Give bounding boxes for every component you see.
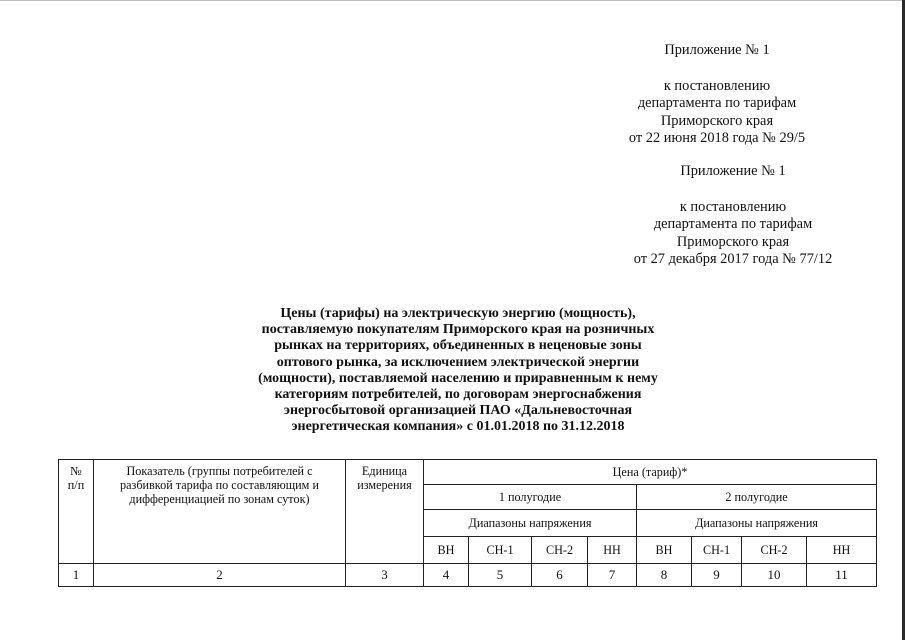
header-number bbox=[59, 460, 94, 564]
column-number-cell: 10 bbox=[742, 564, 807, 587]
voltage-level-cell: ВН bbox=[424, 537, 469, 564]
column-number-cell: 5 bbox=[469, 564, 532, 587]
appendix-line: к постановлению bbox=[663, 77, 771, 94]
column-number-cell: 2 bbox=[94, 564, 346, 587]
appendix-date-line: от 22 июня 2018 года № 29/5 bbox=[628, 130, 806, 147]
column-number-cell: 6 bbox=[532, 564, 588, 587]
header-price bbox=[424, 460, 877, 485]
document-title-line: рынках на территориях, объединенных в неценовые зоны bbox=[274, 338, 642, 354]
header-half-1-label: 1 полугодие bbox=[498, 490, 562, 504]
document-title-line: Цены (тарифы) на электрическую энергию (мощность), bbox=[280, 306, 636, 321]
voltage-level-cell: СН-1 bbox=[469, 537, 532, 564]
voltage-level-cell: ВН bbox=[637, 537, 692, 564]
document-title-line: энергосбытовой организацией ПАО «Дальневосточная bbox=[283, 403, 633, 419]
column-number-cell: 8 bbox=[637, 564, 692, 587]
appendix-title: Приложение № 1 bbox=[664, 42, 770, 58]
appendix-line: департамента по тарифам bbox=[653, 216, 813, 233]
appendix-block-original bbox=[603, 163, 863, 269]
appendix-block-current bbox=[587, 42, 847, 148]
voltage-level-cell: СН-2 bbox=[532, 537, 588, 564]
header-unit-label: Единица измерения bbox=[357, 464, 412, 492]
header-voltage-ranges-label: Диапазоны напряжения bbox=[468, 516, 592, 530]
appendix-line: к постановлению bbox=[679, 198, 787, 215]
header-half-1 bbox=[424, 485, 637, 510]
appendix-line: Приморского края bbox=[660, 112, 774, 129]
header-indicator-label: Показатель (группы потребителей с разбивкой тарифа по составляющим и дифференциацией по зонам суток) bbox=[120, 464, 319, 506]
column-number-cell: 3 bbox=[346, 564, 424, 587]
document-title-line: (мощности), поставляемой населению и приравненным к нему bbox=[258, 370, 658, 386]
document-title bbox=[228, 306, 688, 436]
table-column-number-row bbox=[59, 564, 877, 587]
appendix-title: Приложение № 1 bbox=[680, 163, 786, 179]
document-title-line: энергетическая компания» с 01.01.2018 по 31.12.2018 bbox=[291, 419, 625, 435]
column-number-cell: 4 bbox=[424, 564, 469, 587]
tariff-table bbox=[58, 459, 877, 587]
document-title-line: поставляемую покупателям Приморского края на розничных bbox=[261, 322, 655, 338]
column-number-cell: 9 bbox=[692, 564, 742, 587]
column-number-cell: 7 bbox=[588, 564, 637, 587]
voltage-level-cell: СН-1 bbox=[692, 537, 742, 564]
header-price-label: Цена (тариф)* bbox=[612, 465, 688, 479]
voltage-level-cell: НН bbox=[807, 537, 877, 564]
header-voltage-ranges-1 bbox=[424, 510, 637, 537]
document-title-line: оптового рынка, за исключением электрической энергии bbox=[276, 354, 640, 370]
header-number-label: № п/п bbox=[67, 464, 85, 492]
voltage-level-cell: СН-2 bbox=[742, 537, 807, 564]
column-number-cell: 11 bbox=[807, 564, 877, 587]
column-number-cell: 1 bbox=[59, 564, 94, 587]
header-voltage-ranges-2 bbox=[637, 510, 877, 537]
header-voltage-ranges-label: Диапазоны напряжения bbox=[695, 516, 818, 530]
appendix-date-line: от 27 декабря 2017 года № 77/12 bbox=[633, 251, 833, 268]
header-indicator bbox=[94, 460, 346, 564]
appendix-line: департамента по тарифам bbox=[637, 95, 797, 112]
table-header-row bbox=[59, 460, 877, 485]
voltage-level-cell: НН bbox=[588, 537, 637, 564]
appendix-line: Приморского края bbox=[676, 233, 790, 250]
header-half-2 bbox=[637, 485, 877, 510]
scan-edge-top bbox=[0, 0, 905, 1]
header-unit bbox=[346, 460, 424, 564]
header-half-2-label: 2 полугодие bbox=[725, 490, 788, 504]
document-title-line: категориям потребителей, по договорам энергоснабжения bbox=[274, 387, 642, 403]
